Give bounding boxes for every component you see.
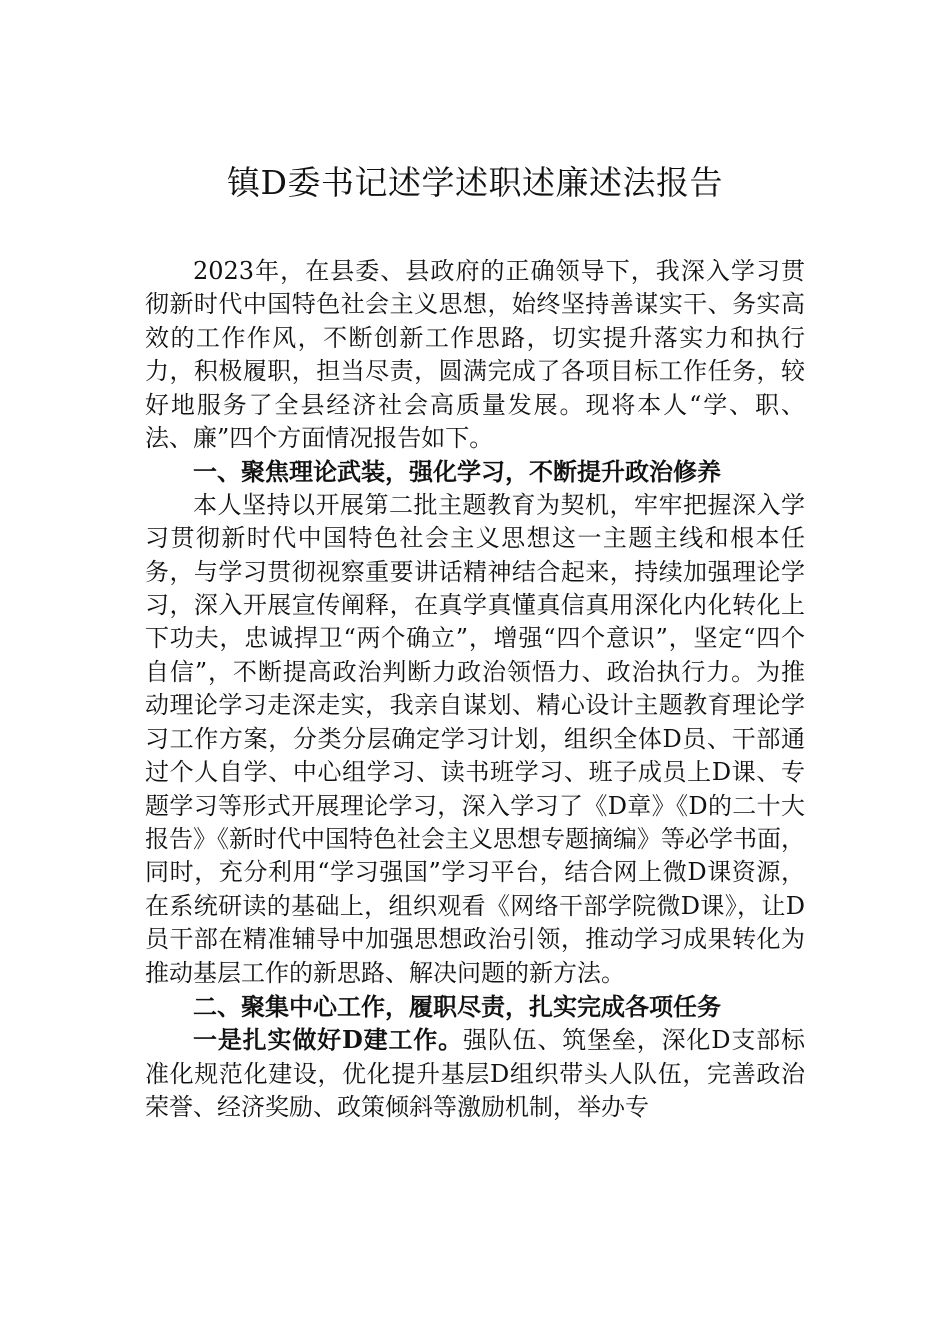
document-body — [145, 255, 805, 1125]
document-title: 镇D委书记述学述职述廉述法报告 — [227, 163, 723, 202]
intro-paragraph: 2023年，在县委、县政府的正确领导下，我深入学习贯彻新时代中国特色社会主义思想，始终坚持善谋实干、务实高效的工作作风，不断创新工作思路，切实提升落实力和执行力，积极履职，担当尽责，圆满完成了各项目标工作任务，较好地服务了全县经济社会高质量发展。现将本人“学、职、法、廉”四个方面情况报告如下。 — [145, 257, 805, 453]
section-2-paragraph — [145, 1023, 805, 1124]
section-2-lead: 一是扎实做好D建工作。 — [193, 1025, 463, 1055]
section-heading-1: 一、聚焦理论武装，强化学习，不断提升政治修养 — [193, 457, 721, 487]
section-1-paragraph: 本人坚持以开展第二批主题教育为契机，牢牢把握深入学习贯彻新时代中国特色社会主义思想这一主题主线和根本任务，与学习贯彻视察重要讲话精神结合起来，持续加强理论学习，深入开展宣传阐释，在真学真懂真信真用深化内化转化上下功夫，忠诚捍卫“两个确立”，增强“四个意识”，坚定“四个自信”，不断提高政治判断力政治领悟力、政治执行力。为推动理论学习走深走实，我亲自谋划、精心设计主题教育理论学习工作方案，分类分层确定学习计划，组织全体D员、干部通过个人自学、中心组学习、读书班学习、班子成员上D课、专题学习等形式开展理论学习，深入学习了《D章》《D的二十大报告》《新时代中国特色社会主义思想专题摘编》等必学书面，同时，充分利用“学习强国”学习平台，结合网上微D课资源，在系统研读的基础上，组织观看《网络干部学院微D课》，让D员干部在精准辅导中加强思想政治引领，推动学习成果转化为推动基层工作的新思路、解决问题的新方法。 — [145, 490, 805, 987]
section-2-body: 强队伍、筑堡垒，深化D支部标准化规范化建设，优化提升基层D组织带头人队伍，完善政治荣誉、经济奖励、政策倾斜等激励机制，举办专 — [145, 1026, 805, 1122]
section-heading-2: 二、聚集中心工作，履职尽责，扎实完成各项任务 — [193, 991, 721, 1021]
